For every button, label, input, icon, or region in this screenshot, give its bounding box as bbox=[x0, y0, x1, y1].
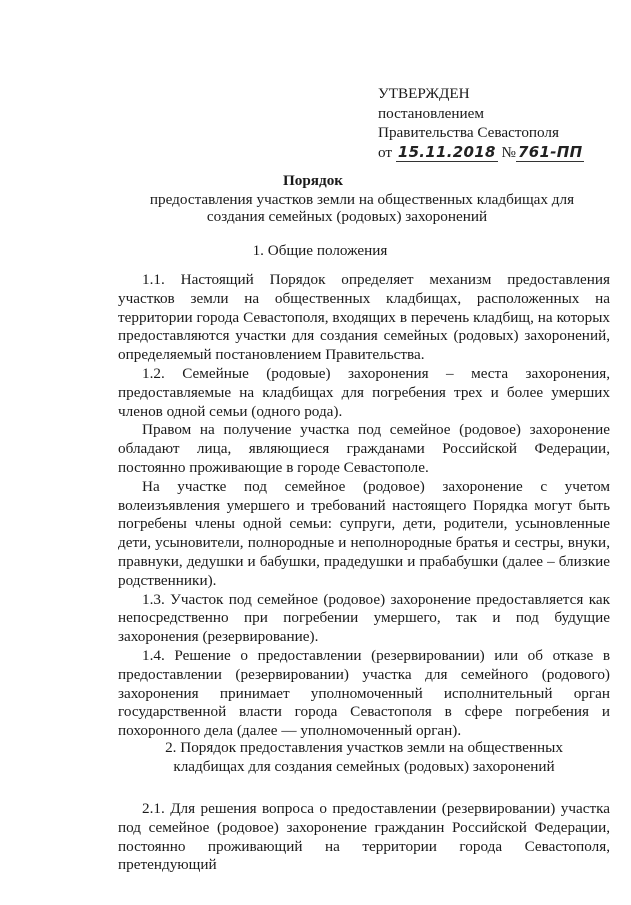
handwritten-number: 761-ПП bbox=[518, 142, 583, 161]
paragraph: На участке под семейное (родовое) захоронение с учетом волеизъявления умершего и требований настоящего Порядка могут быть погребены члены одной семьи: супруги, дети, родители, усыновленные дети, усыновители, полнородные и неполнородные братья и сестры, внуки, правнуки, дедушки и бабушки, прадедушки и прабабушки (далее – близкие родственники). bbox=[118, 477, 610, 589]
document-title: Порядок bbox=[282, 172, 344, 189]
section2-heading-line1: 2. Порядок предоставления участков земли на общественных bbox=[165, 739, 563, 756]
approval-stamp bbox=[378, 84, 584, 162]
section2-heading-line2: кладбищах для создания семейных (родовых) захоронений bbox=[173, 758, 555, 775]
paragraph: Правом на получение участка под семейное (родовое) захоронение обладают лица, являющиеся гражданами Российской Федерации, постоянно проживающие в городе Севастополе. bbox=[118, 421, 610, 476]
paragraph: 1.4. Решение о предоставлении (резервировании) или об отказе в предоставлении (резервировании) участка для семейного (родового) захоронения принимает уполномоченный исполнительный орган государственной власти города Севастополя в сфере погребения и похоронного дела (далее — уполномоченный орган). bbox=[118, 646, 610, 740]
paragraph: 1.1. Настоящий Порядок определяет механизм предоставления участков земли на общественных кладбищах, расположенных на территории города Севастополя, входящих в перечень кладбищ, на которых предоставляются участки для создания семейных (родовых) захоронений, определяемый постановлением Правительства. bbox=[118, 271, 610, 364]
section1-heading: 1. Общие положения bbox=[252, 242, 388, 259]
approval-by: постановлением bbox=[378, 104, 485, 122]
paragraph: 2.1. Для решения вопроса о предоставлении (резервировании) участка под семейное (родовое) захоронение гражданин Российской Федерации, постоянно проживающий на территории города Севастополя, претендующий bbox=[118, 800, 610, 874]
paragraph: 1.2. Семейные (родовые) захоронения – места захоронения, предоставляемые на кладбищах для погребения трех и более умерших членов одной семьи (одного рода). bbox=[118, 364, 610, 420]
approval-date-line bbox=[378, 143, 584, 163]
document-subtitle-line2: создания семейных (родовых) захоронений bbox=[206, 208, 488, 225]
section2-heading bbox=[118, 738, 610, 776]
section2-body bbox=[118, 800, 610, 875]
date-prefix: от bbox=[378, 143, 393, 161]
approval-authority: Правительства Севастополя bbox=[378, 124, 559, 141]
document-subtitle-line1: предоставления участков земли на общественных кладбищах для bbox=[149, 191, 575, 208]
section1-body bbox=[118, 271, 610, 741]
handwritten-date: 15.11.2018 bbox=[397, 142, 496, 161]
paragraph: 1.3. Участок под семейное (родовое) захоронение предоставляется как непосредственно при погребении умершего, так и под будущие захоронения (резервирование). bbox=[118, 590, 610, 646]
approval-title: УТВЕРЖДЕН bbox=[378, 85, 470, 102]
number-prefix: № bbox=[501, 143, 517, 161]
